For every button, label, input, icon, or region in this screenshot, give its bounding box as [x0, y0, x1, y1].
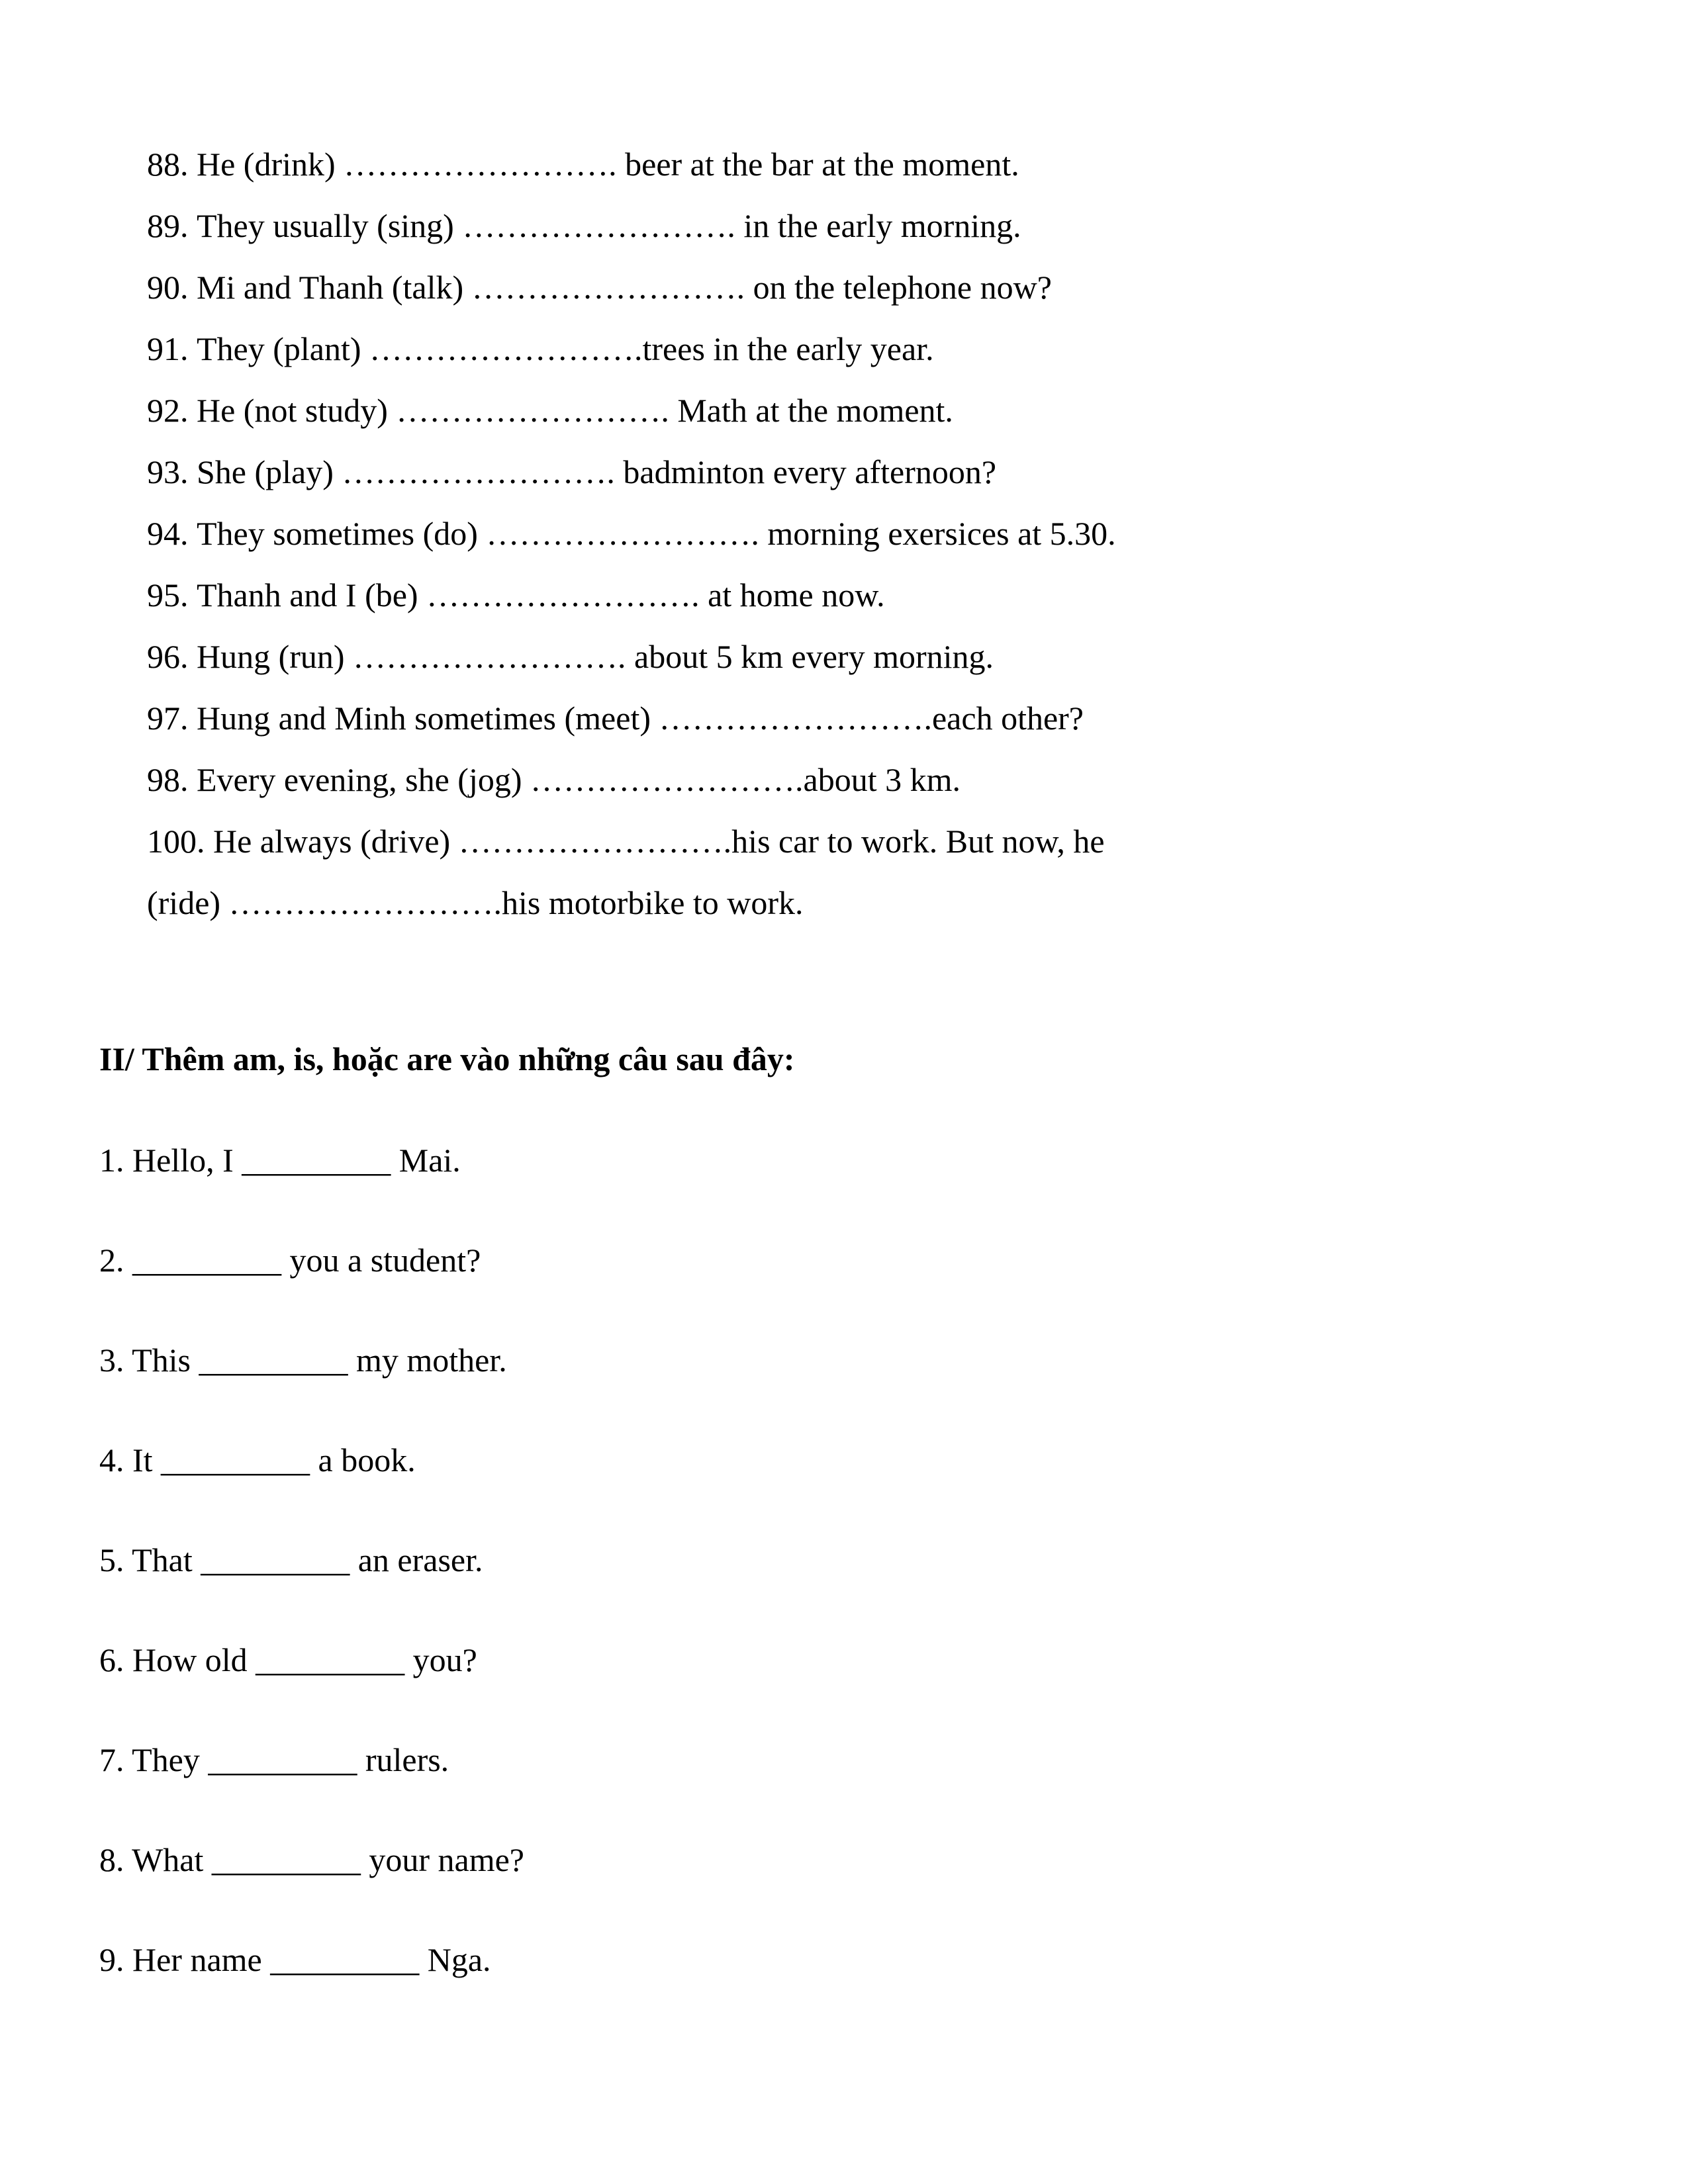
item-text: Every evening, she (jog) …………………….about 3 km.	[197, 761, 961, 798]
item-text: She (play) ……………………. badminton every afternoon?	[197, 453, 997, 490]
item-number: 96.	[147, 638, 189, 675]
exercise-item	[147, 144, 1019, 184]
item-text: They (plant) …………………….trees in the early year.	[197, 330, 934, 367]
item-number: 92.	[147, 392, 189, 429]
exercise-item	[147, 575, 885, 615]
item-text: Mi and Thanh (talk) ……………………. on the telephone now?	[197, 269, 1052, 306]
exercise-item	[147, 206, 1021, 246]
fill-in-item: 7. They _________ rulers.	[99, 1741, 449, 1778]
exercise-item	[147, 329, 934, 369]
item-text: Hung and Minh sometimes (meet) …………………….each other?	[197, 700, 1084, 737]
item-number: 91.	[147, 330, 189, 367]
exercise-item	[147, 698, 1084, 738]
exercise-item	[147, 267, 1052, 307]
fill-in-item: 6. How old _________ you?	[99, 1641, 477, 1678]
fill-in-item: 8. What _________ your name?	[99, 1841, 524, 1878]
item-text: He (drink) ……………………. beer at the bar at the moment.	[197, 146, 1019, 183]
exercise-item	[147, 637, 994, 676]
section-heading: II/ Thêm am, is, hoặc are vào những câu sau đây:	[99, 1040, 795, 1077]
item-text: They sometimes (do) ……………………. morning exersices at 5.30.	[197, 515, 1116, 552]
item-number: 98.	[147, 761, 189, 798]
fill-in-item: 4. It _________ a book.	[99, 1441, 416, 1479]
fill-in-item: 2. _________ you a student?	[99, 1242, 481, 1279]
item-number: 95.	[147, 576, 189, 614]
item-text: Thanh and I (be) ……………………. at home now.	[197, 576, 885, 614]
item-text: They usually (sing) ……………………. in the early morning.	[197, 207, 1021, 244]
exercise-item-100-line1: 100. He always (drive) …………………….his car to work. But now, he	[147, 823, 1105, 860]
item-text: Hung (run) ……………………. about 5 km every morning.	[197, 638, 994, 675]
fill-in-item: 3. This _________ my mother.	[99, 1342, 507, 1379]
fill-in-item: 5. That _________ an eraser.	[99, 1541, 483, 1578]
item-number: 97.	[147, 700, 189, 737]
exercise-item	[147, 452, 996, 492]
item-number: 90.	[147, 269, 189, 306]
fill-in-item: 9. Her name _________ Nga.	[99, 1941, 491, 1978]
item-number: 88.	[147, 146, 189, 183]
item-number: 89.	[147, 207, 189, 244]
exercise-item-100-line2: (ride) …………………….his motorbike to work.	[147, 884, 804, 921]
exercise-item	[147, 514, 1116, 553]
exercise-item	[147, 760, 961, 799]
fill-in-item: 1. Hello, I _________ Mai.	[99, 1142, 461, 1179]
item-number: 94.	[147, 515, 189, 552]
item-number: 93.	[147, 453, 189, 490]
exercise-item	[147, 390, 953, 430]
item-text: He (not study) ……………………. Math at the moment.	[197, 392, 953, 429]
